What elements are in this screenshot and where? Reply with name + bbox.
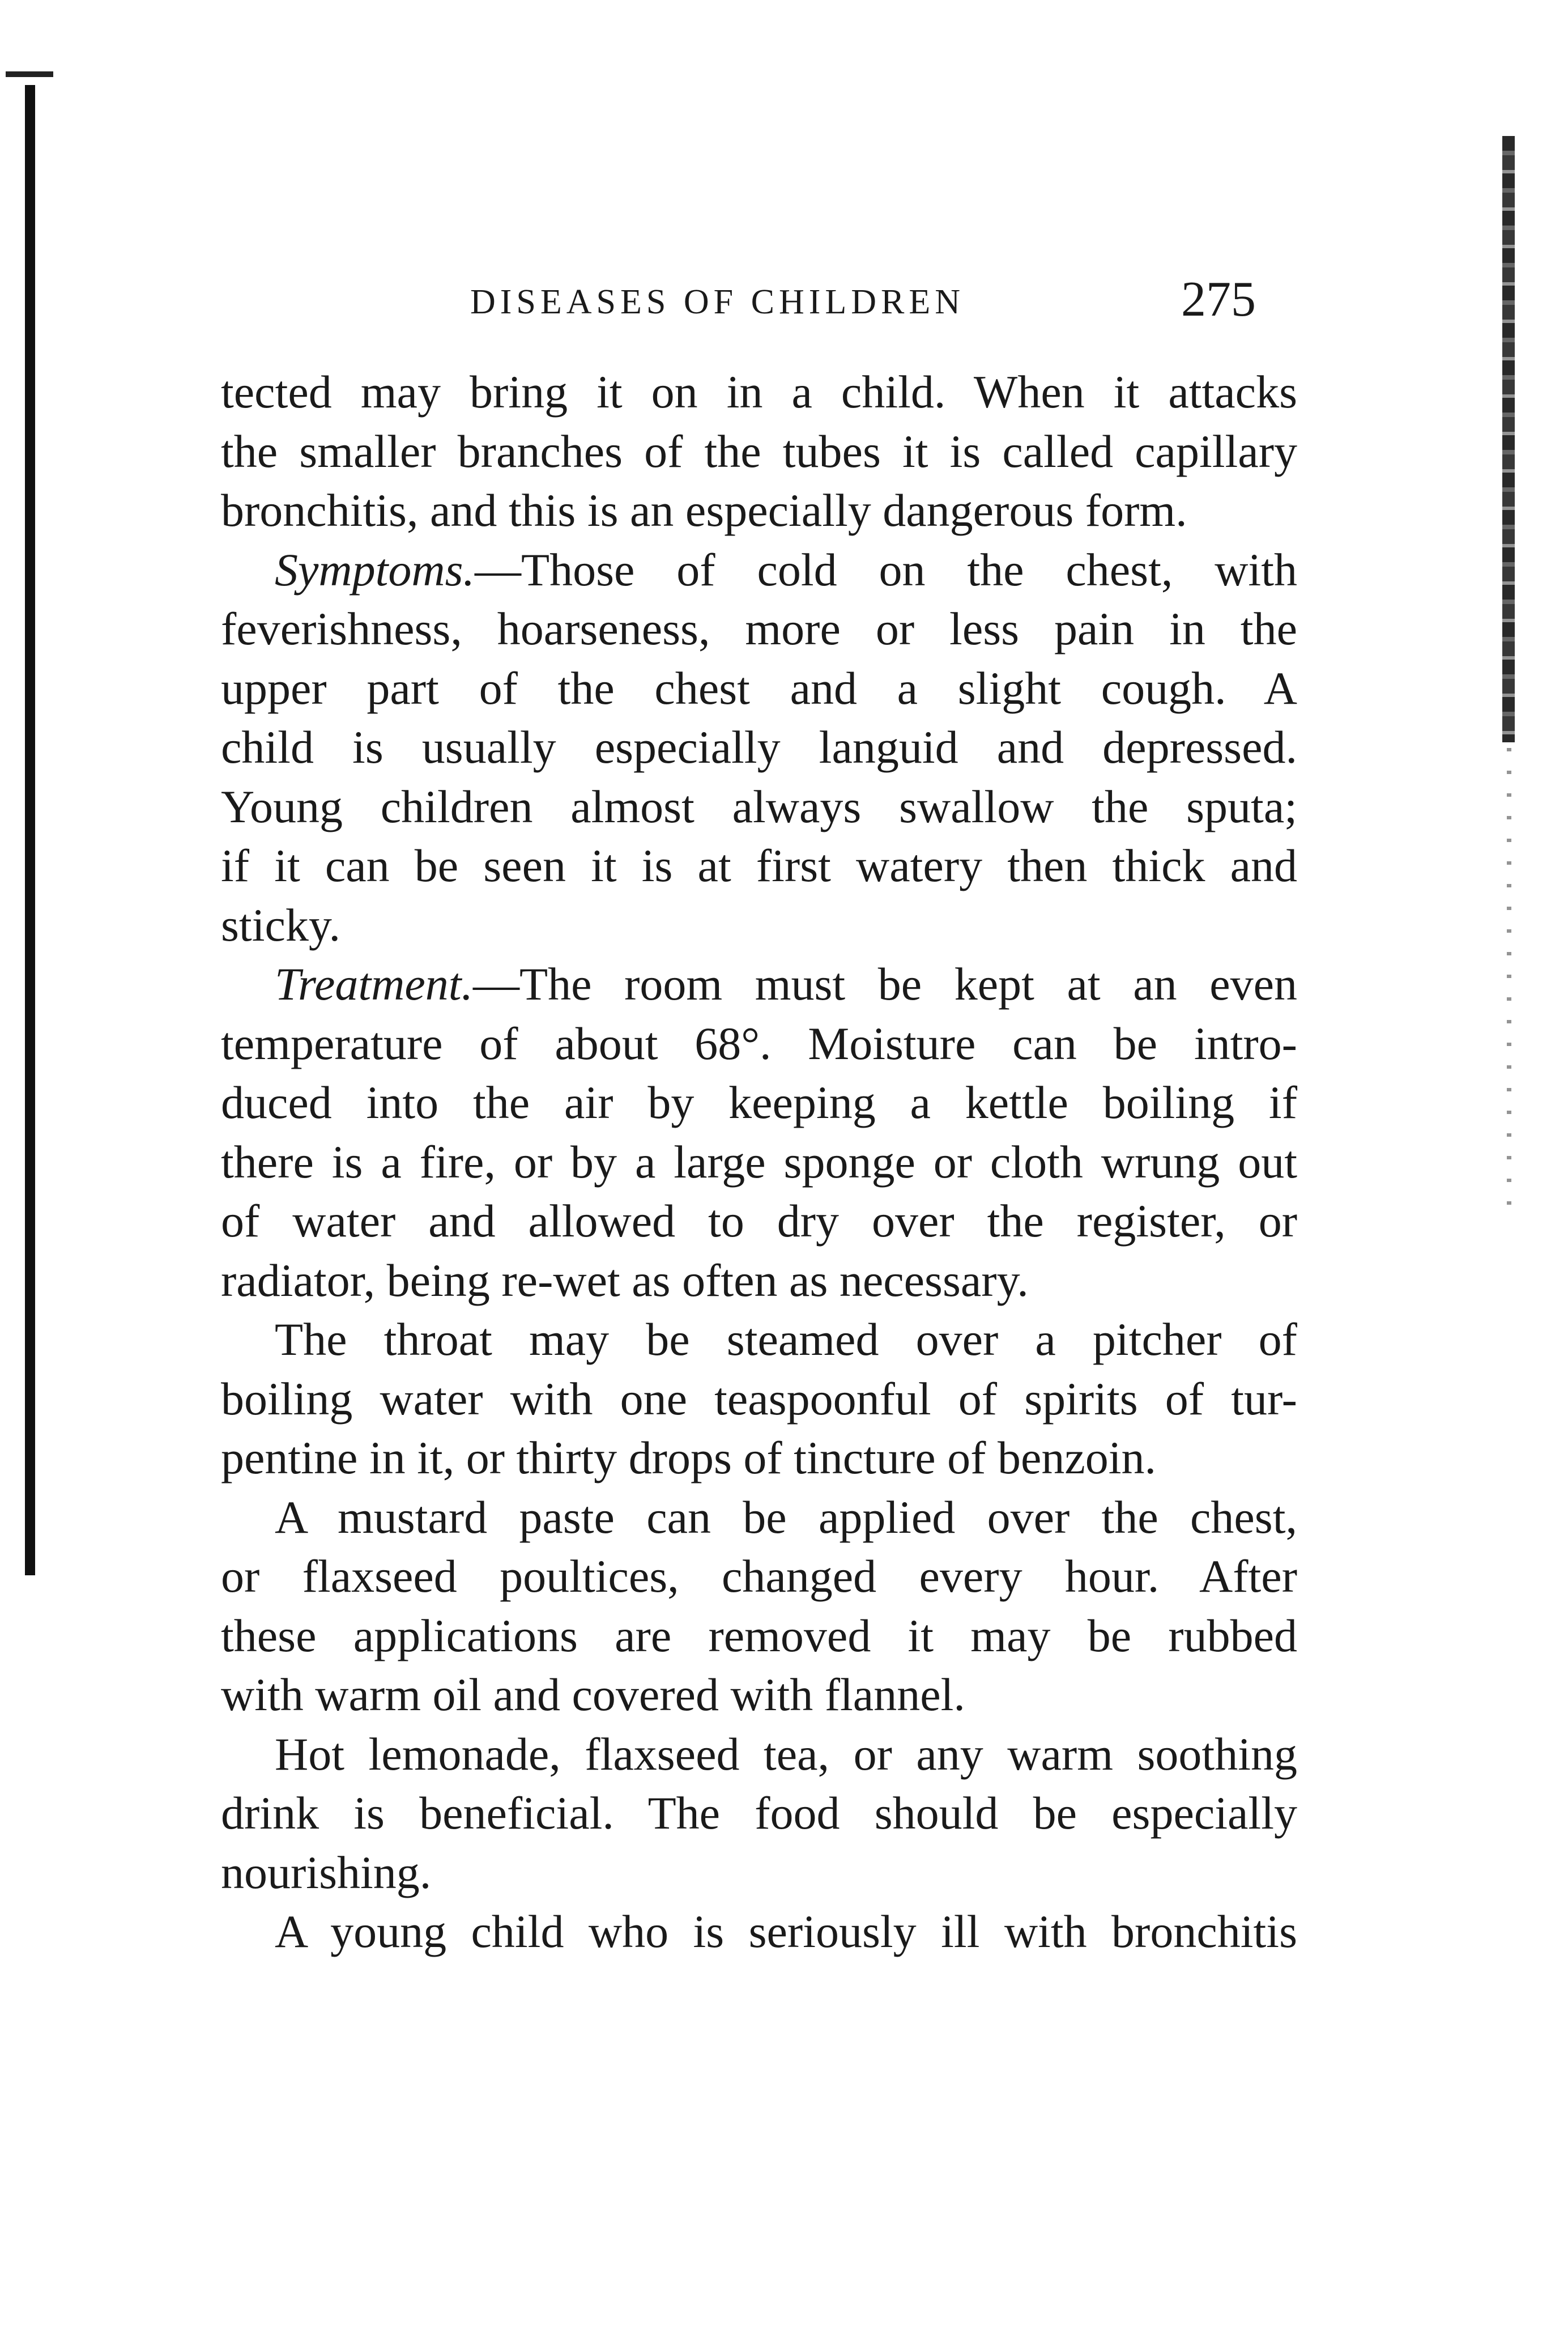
text-line: drink is beneficial. The food should be especially bbox=[221, 1787, 1297, 1839]
text-line: —Those of cold on the chest, with bbox=[475, 543, 1297, 596]
text-line: duced into the air by keeping a kettle boiling if bbox=[221, 1077, 1297, 1128]
paragraph-treatment bbox=[221, 955, 1297, 1014]
text-line: pentine in it, or thirty drops of tincture of benzoin. bbox=[221, 1432, 1157, 1483]
text-line: bronchitis, and this is an especially dangerous form. bbox=[221, 484, 1187, 536]
body-text bbox=[221, 363, 1297, 1962]
text-line: child is usually especially languid and depressed. bbox=[221, 721, 1297, 773]
text-line: radiator, being re-wet as often as necessary. bbox=[221, 1254, 1029, 1306]
scan-binding-edge bbox=[25, 85, 35, 1575]
symptoms-heading: Symptoms. bbox=[275, 543, 475, 596]
text-line: temperature of about 68°. Moisture can be intro- bbox=[221, 1017, 1297, 1069]
text-line: tected may bring it on in a child. When it attacks bbox=[221, 366, 1297, 418]
running-head-title: DISEASES OF CHILDREN bbox=[470, 283, 965, 321]
text-line: Young children almost always swallow the sputa; bbox=[221, 780, 1297, 832]
text-line: these applications are removed it may be rubbed bbox=[221, 1609, 1297, 1661]
text-line: Hot lemonade, flaxseed tea, or any warm soothing bbox=[275, 1728, 1297, 1780]
page-number: 275 bbox=[1181, 272, 1256, 327]
text-line: boiling water with one teaspoonful of spirits of tur- bbox=[221, 1372, 1297, 1425]
text-line: feverishness, hoarseness, more or less pain in the bbox=[221, 603, 1297, 654]
text-line: —The room must be kept at an even bbox=[473, 958, 1297, 1010]
text-line: or flaxseed poultices, changed every hour. After bbox=[221, 1550, 1297, 1602]
treatment-heading: Treatment. bbox=[275, 958, 474, 1010]
paragraph-symptoms bbox=[221, 541, 1297, 600]
running-head bbox=[470, 271, 1320, 339]
text-line: upper part of the chest and a slight cough. A bbox=[221, 662, 1297, 714]
text-line: there is a fire, or by a large sponge or cloth wrung out bbox=[221, 1136, 1297, 1188]
text-line: of water and allowed to dry over the register, or bbox=[221, 1195, 1297, 1247]
text-line: A young child who is seriously ill with bronchitis bbox=[275, 1906, 1297, 1957]
text-line: A mustard paste can be applied over the chest, bbox=[275, 1491, 1297, 1543]
text-line: sticky. bbox=[221, 899, 341, 951]
text-line: The throat may be steamed over a pitcher of bbox=[275, 1313, 1297, 1365]
scan-binding-edge-top bbox=[6, 71, 53, 77]
text-line: if it can be seen it is at first watery then thick and bbox=[221, 840, 1297, 891]
scan-page-edge-specks bbox=[1507, 748, 1511, 1213]
text-line: the smaller branches of the tubes it is called capillary bbox=[221, 425, 1297, 477]
text-line: nourishing. bbox=[221, 1846, 432, 1898]
scan-page-edge bbox=[1502, 136, 1515, 742]
text-line: with warm oil and covered with flannel. bbox=[221, 1669, 965, 1720]
